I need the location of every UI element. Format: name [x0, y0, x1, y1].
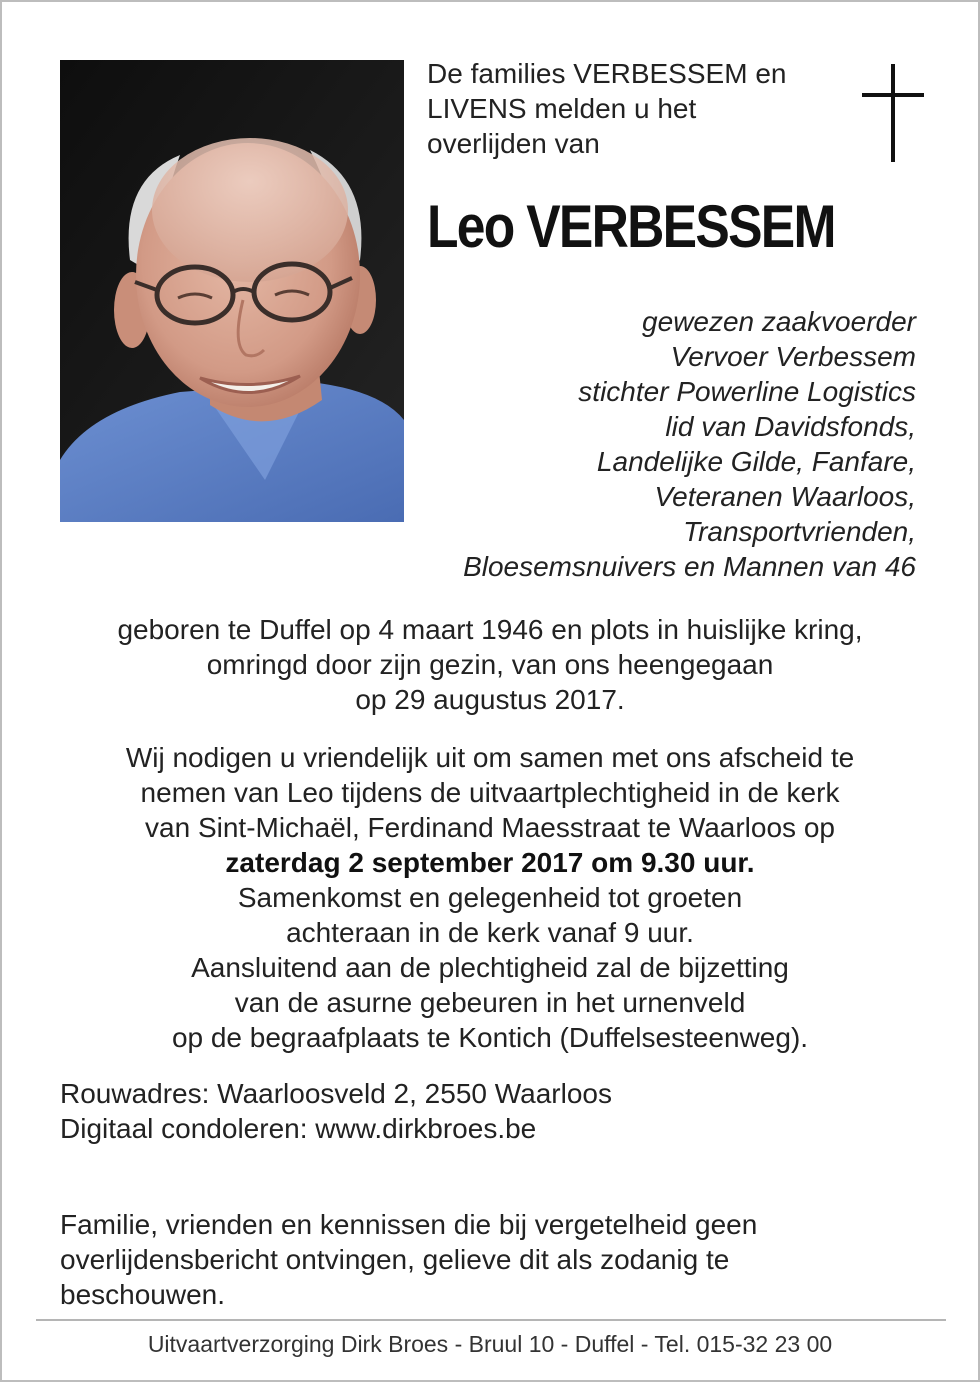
roles-list: [356, 304, 916, 584]
role-line: lid van Davidsfonds,: [665, 411, 916, 442]
portrait-illustration: [60, 60, 404, 522]
invitation-line: op de begraafplaats te Kontich (Duffelsesteenweg).: [171, 1022, 809, 1053]
contact-details: [60, 1076, 920, 1146]
notice-line: overlijdensbericht ontvingen, gelieve dit als zodanig te: [60, 1244, 730, 1275]
invitation-line: Samenkomst en gelegenheid tot groeten: [237, 882, 743, 913]
invitation-line: Wij nodigen u vriendelijk uit om samen met ons afscheid te: [125, 742, 855, 773]
birth-line: omringd door zijn gezin, van ons heengegaan: [206, 649, 774, 680]
announcement-intro: [427, 56, 847, 161]
cross-icon: [862, 64, 924, 162]
notice-line: Familie, vrienden en kennissen die bij vergetelheid geen: [60, 1209, 758, 1240]
invitation-line: van de asurne gebeuren in het urnenveld: [234, 987, 746, 1018]
role-line: stichter Powerline Logistics: [578, 376, 916, 407]
intro-line: overlijden van: [427, 128, 600, 159]
invitation-line: van Sint-Michaël, Ferdinand Maesstraat te Waarloos op: [145, 812, 835, 843]
scalp: [152, 138, 348, 282]
condolence-link[interactable]: Digitaal condoleren: www.dirkbroes.be: [60, 1113, 537, 1144]
notice-paragraph: [60, 1207, 920, 1312]
portrait-photo: [60, 60, 404, 522]
birth-line: geboren te Duffel op 4 maart 1946 en plots in huislijke kring,: [117, 614, 863, 645]
role-line: Veteranen Waarloos,: [654, 481, 916, 512]
funeral-invitation: [2, 740, 978, 1055]
invitation-line: achteraan in de kerk vanaf 9 uur.: [286, 917, 694, 948]
role-line: Vervoer Verbessem: [670, 341, 916, 372]
intro-line: LIVENS melden u het: [427, 93, 697, 124]
funeral-director-footer: Uitvaartverzorging Dirk Broes - Bruul 10 - Duffel - Tel. 015-32 23 00: [147, 1331, 833, 1357]
birth-death-paragraph: [2, 612, 978, 717]
role-line: Bloesemsnuivers en Mannen van 46: [463, 551, 916, 582]
notice-line: beschouwen.: [60, 1279, 226, 1310]
intro-line: De families VERBESSEM en: [427, 58, 787, 89]
invitation-line: nemen van Leo tijdens de uitvaartplechtigheid in de kerk: [140, 777, 840, 808]
role-line: Transportvrienden,: [683, 516, 916, 547]
funeral-date: zaterdag 2 september 2017 om 9.30 uur.: [225, 847, 755, 878]
deceased-name: Leo VERBESSEM: [427, 193, 835, 260]
mourning-address: Rouwadres: Waarloosveld 2, 2550 Waarloos: [60, 1078, 612, 1109]
role-line: gewezen zaakvoerder: [642, 306, 916, 337]
invitation-line: Aansluitend aan de plechtigheid zal de bijzetting: [191, 952, 789, 983]
footer-divider: [36, 1319, 946, 1321]
birth-line: op 29 augustus 2017.: [355, 684, 625, 715]
role-line: Landelijke Gilde, Fanfare,: [596, 446, 916, 477]
